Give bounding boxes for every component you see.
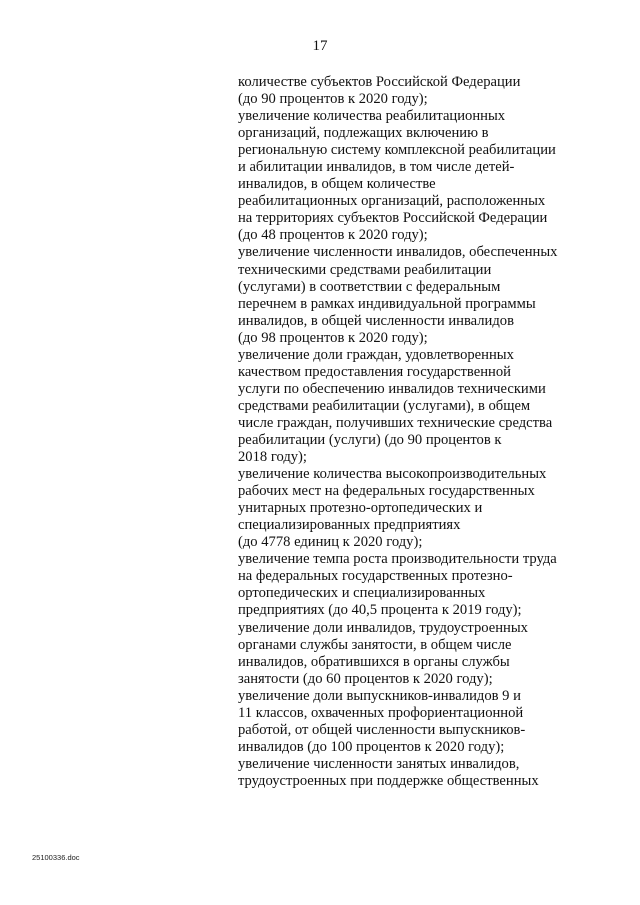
document-body-text xyxy=(238,74,578,790)
body-text-line: специализированных предприятиях xyxy=(238,517,461,534)
body-text-line: (до 90 процентов к 2020 году); xyxy=(238,91,428,108)
body-text-line: унитарных протезно-ортопедических и xyxy=(238,500,483,517)
body-text-line: инвалидов, обратившихся в органы службы xyxy=(238,653,510,670)
body-text-line: услуги по обеспечению инвалидов техническими xyxy=(238,380,546,397)
body-text-line: предприятиях (до 40,5 процента к 2019 году); xyxy=(238,602,522,619)
body-text-line: и абилитации инвалидов, в том числе детей- xyxy=(238,159,515,176)
body-text-line: реабилитационных организаций, расположенных xyxy=(238,193,546,210)
body-text-line: на федеральных государственных протезно- xyxy=(238,568,513,585)
body-text-line: увеличение численности инвалидов, обеспеченных xyxy=(238,244,558,261)
body-text-line: (до 98 процентов к 2020 году); xyxy=(238,329,428,346)
body-text-line: (услугами) в соответствии с федеральным xyxy=(238,278,501,295)
body-text-line: увеличение темпа роста производительности труда xyxy=(238,551,557,568)
body-text-line: (до 4778 единиц к 2020 году); xyxy=(238,534,423,551)
body-text-line: числе граждан, получивших технические средства xyxy=(238,414,553,431)
body-text-line: региональную систему комплексной реабилитации xyxy=(238,142,556,159)
body-text-line: организаций, подлежащих включению в xyxy=(238,125,489,142)
body-text-line: качеством предоставления государственной xyxy=(238,363,511,380)
body-text-line: увеличение доли инвалидов, трудоустроенных xyxy=(238,619,528,636)
body-text-line: рабочих мест на федеральных государственных xyxy=(238,483,535,500)
body-text-line: увеличение доли граждан, удовлетворенных xyxy=(238,346,514,363)
body-text-line: 2018 году); xyxy=(238,449,307,466)
body-text-line: увеличение численности занятых инвалидов, xyxy=(238,755,520,772)
body-text-line: работой, от общей численности выпускников- xyxy=(238,721,526,738)
body-text-line: органами службы занятости, в общем числе xyxy=(238,636,512,653)
body-text-line: (до 48 процентов к 2020 году); xyxy=(238,227,428,244)
body-text-line: инвалидов, в общей численности инвалидов xyxy=(238,312,514,329)
page-number: 17 xyxy=(312,38,328,54)
body-text-line: инвалидов, в общем количестве xyxy=(238,176,436,193)
body-text-line: инвалидов (до 100 процентов к 2020 году); xyxy=(238,738,505,755)
body-text-line: трудоустроенных при поддержке общественных xyxy=(238,772,539,789)
body-text-line: увеличение доли выпускников-инвалидов 9 и xyxy=(238,687,521,704)
body-text-line: перечнем в рамках индивидуальной программы xyxy=(238,295,536,312)
body-text-line: техническими средствами реабилитации xyxy=(238,261,492,278)
document-filename: 25100336.doc xyxy=(32,853,80,862)
body-text-line: средствами реабилитации (услугами), в общем xyxy=(238,397,531,414)
body-text-line: на территориях субъектов Российской Федерации xyxy=(238,210,548,227)
body-text-line: занятости (до 60 процентов к 2020 году); xyxy=(238,670,493,687)
body-text-line: увеличение количества высокопроизводительных xyxy=(238,466,547,483)
body-text-line: реабилитации (услуги) (до 90 процентов к xyxy=(238,431,502,448)
body-text-line: увеличение количества реабилитационных xyxy=(238,108,506,125)
body-text-line: 11 классов, охваченных профориентационной xyxy=(238,704,524,721)
body-text-line: количестве субъектов Российской Федерации xyxy=(238,74,521,90)
body-text-line: ортопедических и специализированных xyxy=(238,585,486,602)
